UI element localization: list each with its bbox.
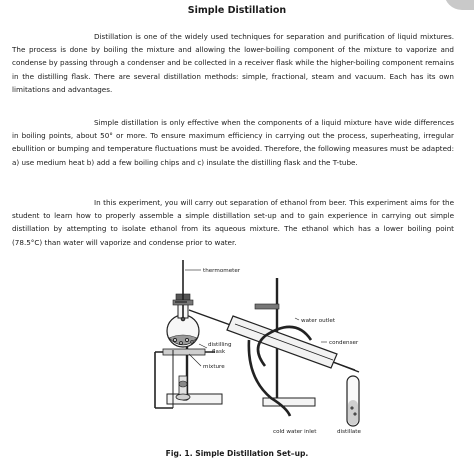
figure-caption: Fig. 1. Simple Distillation Set–up. [165,449,309,458]
label-water-outlet: water outlet [301,318,336,324]
flask-clamp [173,300,193,305]
label-mixture: mixture [203,364,225,370]
page-title: Simple Distillation [187,5,287,16]
distillation-setup-diagram [115,258,415,443]
label-distillate: distillate [337,429,361,435]
paragraph-simple-distillation [12,116,454,169]
paragraph-simple-distillation-text: Simple distillation is only effective when the components of a liquid mixture have wide differences in boiling points, about 50° or more. To ensure maximum efficiency in carrying out the process, superheating, irregular ebullition or bumping and temperature fluctuations must be avoided. Therefore, the following measures must be adapted: a) use medium heat b) add a few boiling chips and c) insulate the distilling flask and the T-tube. [12,118,454,167]
label-thermometer: thermometer [203,268,241,274]
paragraph-experiment-text: In this experiment, you will carry out separation of ethanol from beer. This experiment aims for the student to learn how to properly assemble a simple distillation set-up and to gain experience in carrying out simple distillation by attempting to isolate ethanol from its aqueous mixture. The ethanol which has a lower boiling point (78.5°C) than water will vaporize and condense prior to water. [12,198,454,247]
paragraph-experiment [12,196,454,249]
label-condenser: condenser [329,340,359,346]
receiver-tube [347,376,359,426]
label-flask: flask [212,349,226,355]
paragraph-intro-text: Distillation is one of the widely used techniques for separation and purification of liquid mixtures. The process is done by boiling the mixture and allowing the lower-boiling component of the mixture to vaporize and condense by passing through a condenser and be collected in a receiver flask while the higher-boiling component remains in the distilling flask. There are several distillation methods: simple, fractional, steam and vacuum. Each has its own limitations and advantages. [12,32,454,94]
label-cold-water-inlet: cold water inlet [273,429,317,435]
paragraph-intro [12,30,454,96]
label-distilling: distilling [208,342,232,348]
